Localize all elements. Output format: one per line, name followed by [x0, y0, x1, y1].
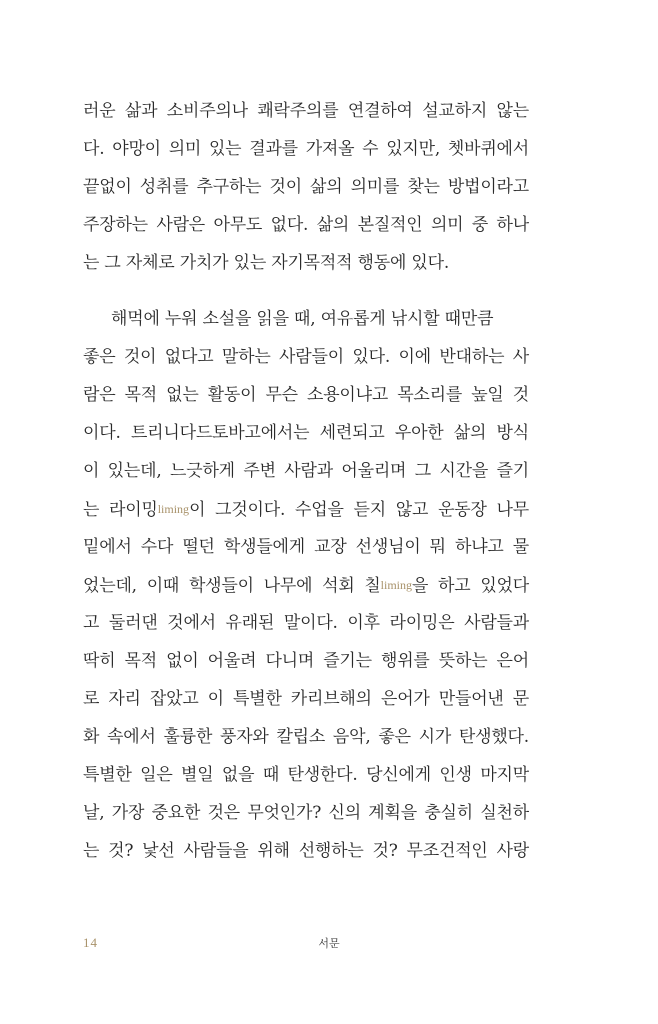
text-line: 이 있는데, 느긋하게 주변 사람과 어울리며 그 시간을 즐기: [83, 461, 529, 481]
line-text-after-gloss: 이 그것이다. 수업을 듣지 않고 운동장 나무: [189, 500, 529, 520]
running-footer-section-title: 서문: [318, 937, 340, 950]
text-line: 이다. 트리니다드토바고에서는 세련되고 우아한 삶의 방식: [83, 423, 529, 443]
text-line: 람은 목적 없는 활동이 무슨 소용이냐고 목소리를 높일 것: [83, 385, 529, 405]
text-line-with-gloss: [83, 566, 529, 604]
text-line-with-gloss: [83, 490, 529, 528]
text-line: 끝없이 성취를 추구하는 것이 삶의 의미를 찾는 방법이라고: [83, 177, 529, 197]
paragraph-1: [83, 92, 529, 282]
line-text-before-gloss: 는 라이밍: [83, 500, 158, 520]
gloss-liming: liming: [380, 578, 412, 592]
text-line: 딱히 목적 없이 어울려 다니며 즐기는 행위를 뜻하는 은어: [83, 651, 529, 671]
text-line: 밑에서 수다 떨던 학생들에게 교장 선생님이 뭐 하냐고 물: [83, 537, 529, 557]
text-line: 다. 야망이 의미 있는 결과를 가져올 수 있지만, 쳇바퀴에서: [83, 139, 529, 159]
text-line: 로 자리 잡았고 이 특별한 카리브해의 은어가 만들어낸 문: [83, 689, 529, 709]
text-line: 해먹에 누워 소설을 읽을 때, 여유롭게 낚시할 때만큼: [111, 309, 494, 329]
text-line: 는 그 자체로 가치가 있는 자기목적적 행동에 있다.: [83, 253, 450, 273]
text-line: 날, 가장 중요한 것은 무엇인가? 신의 계획을 충실히 실천하: [83, 803, 529, 823]
text-line: 좋은 것이 없다고 말하는 사람들이 있다. 이에 반대하는 사: [83, 347, 529, 367]
gloss-liming: liming: [157, 502, 190, 516]
text-line: 러운 삶과 소비주의나 쾌락주의를 연결하여 설교하지 않는: [83, 101, 529, 121]
text-line: 주장하는 사람은 아무도 없다. 삶의 본질적인 의미 중 하나: [83, 215, 529, 235]
text-line: 는 것? 낯선 사람들을 위해 선행하는 것? 무조건적인 사랑: [83, 841, 529, 861]
line-text-after-gloss: 을 하고 있었다: [412, 576, 529, 596]
paragraph-2: [83, 300, 529, 870]
line-text-before-gloss: 었는데, 이때 학생들이 나무에 석회 칠: [83, 576, 381, 596]
text-line: 고 둘러댄 것에서 유래된 말이다. 이후 라이밍은 사람들과: [83, 613, 529, 633]
text-line: 특별한 일은 별일 없을 때 탄생한다. 당신에게 인생 마지막: [83, 765, 529, 785]
page-number: 14: [83, 935, 98, 950]
text-line: 화 속에서 훌륭한 풍자와 칼립소 음악, 좋은 시가 탄생했다.: [83, 727, 529, 747]
